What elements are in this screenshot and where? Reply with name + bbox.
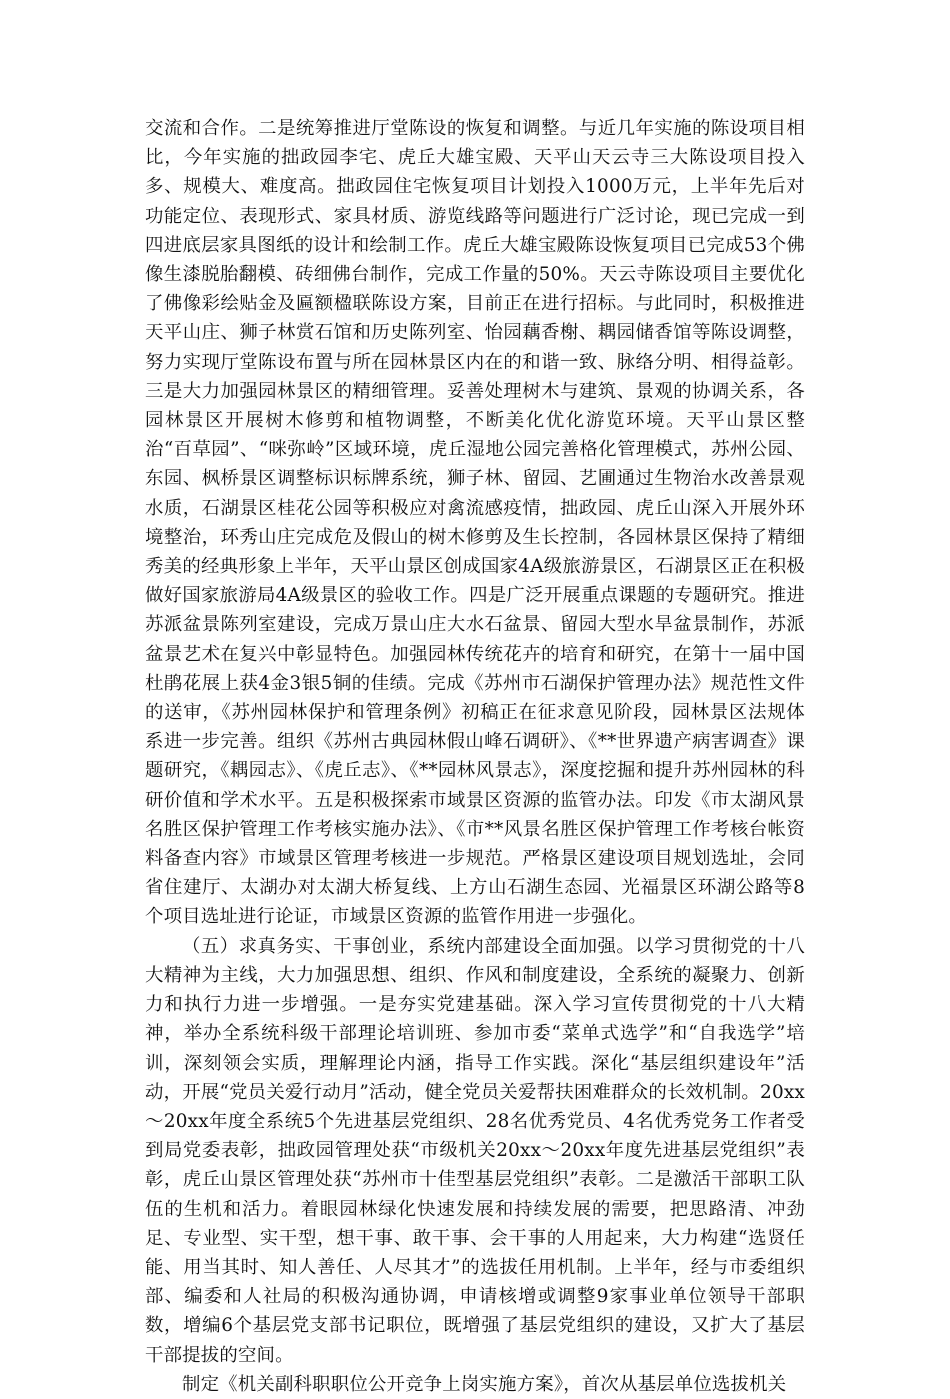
paragraph-3: 制定《机关副科职职位公开竞争上岗实施方案》，首次从基层单位选拔机关 [182,1373,787,1395]
paragraph-2: （五）求真务实、干事创业，系统内部建设全面加强。以学习贯彻党的十八大精神为主线，大力加强思想、组织、作风和制度建设，全系统的凝聚力、创新力和执行力进一步增强。一是夯实党建基础。深入学习宣传贯彻党的十八大精神，举办全系统科级干部理论培训班、参加市委“菜单式选学”和“自我选学”培训，深刻领会实质，理解理论内涵，指导工作实践。深化“基层组织建设年”活动，开展“党员关爱行动月”活动，健全党员关爱帮扶困难群众的长效机制。20xx～20xx年度全系统5个先进基层党组织、28名优秀党员、4名优秀党务工作者受到局党委表彰，拙政园管理处获“市级机关20xx～20xx年度先进基层党组织”表彰，虎丘山景区管理处获“苏州市十佳型基层党组织”表彰。二是激活干部职工队伍的生机和活力。着眼园林绿化快速发展和持续发展的需要，把思路清、冲劲足、专业型、实干型，想干事、敢干事、会干事的人用起来，大力构建“选贤任能、用当其时、知人善任、人尽其才”的选拔任用机制。上半年，经与市委组织部、编委和人社局的积极沟通协调，申请核增或调整9家事业单位领导干部职数，增编6个基层党支部书记职位，既增强了基层党组织的建设，又扩大了基层干部提拔的空间。 [145,935,805,1366]
paragraph-1: 交流和合作。二是统筹推进厅堂陈设的恢复和调整。与近几年实施的陈设项目相比，今年实施的拙政园李宅、虎丘大雄宝殿、天平山天云寺三大陈设项目投入多、规模大、难度高。拙政园住宅恢复项目计划投入1000万元，上半年先后对功能定位、表现形式、家具材质、游览线路等问题进行广泛讨论，现已完成一到四进底层家具图纸的设计和绘制工作。虎丘大雄宝殿陈设恢复项目已完成53个佛像生漆脱胎翻模、砖细佛台制作，完成工作量的50%。天云寺陈设项目主要优化了佛像彩绘贴金及匾额楹联陈设方案，目前正在进行招标。与此同时，积极推进天平山庄、狮子林赏石馆和历史陈列室、怡园藕香榭、耦园储香馆等陈设调整，努力实现厅堂陈设布置与所在园林景区内在的和谐一致、脉络分明、相得益彰。三是大力加强园林景区的精细管理。妥善处理树木与建筑、景观的协调关系，各园林景区开展树木修剪和植物调整，不断美化优化游览环境。天平山景区整治“百草园”、“咪弥岭”区域环境，虎丘湿地公园完善格化管理模式，苏州公园、东园、枫桥景区调整标识标牌系统，狮子林、留园、艺圃通过生物治水改善景观水质，石湖景区桂花公园等积极应对禽流感疫情，拙政园、虎丘山深入开展外环境整治，环秀山庄完成危及假山的树木修剪及生长控制，各园林景区保持了精细秀美的经典形象上半年，天平山景区创成国家4A级旅游景区，石湖景区正在积极做好国家旅游局4A级景区的验收工作。四是广泛开展重点课题的专题研究。推进苏派盆景陈列室建设，完成万景山庄大水石盆景、留园大型水旱盆景制作，苏派盆景艺术在复兴中彰显特色。加强园林传统花卉的培育和研究，在第十一届中国杜鹃花展上获4金3银5铜的佳绩。完成《苏州市石湖保护管理办法》规范性文件的送审，《苏州园林保护和管理条例》初稿正在征求意见阶段，园林景区法规体系进一步完善。组织《苏州古典园林假山峰石调研》、《**世界遗产病害调查》课题研究，《耦园志》、《虎丘志》、《**园林风景志》，深度挖掘和提升苏州园林的科研价值和学术水平。五是积极探索市域景区资源的监管办法。印发《市太湖风景名胜区保护管理工作考核实施办法》、《市**风景名胜区保护管理工作考核台帐资料备查内容》市域景区管理考核进一步规范。严格景区建设项目规划选址，会同省住建厅、太湖办对太湖大桥复线、上方山石湖生态园、光福景区环湖公路等8个项目选址进行论证，市域景区资源的监管作用进一步强化。 [145,118,805,928]
document-body [145,114,805,1399]
